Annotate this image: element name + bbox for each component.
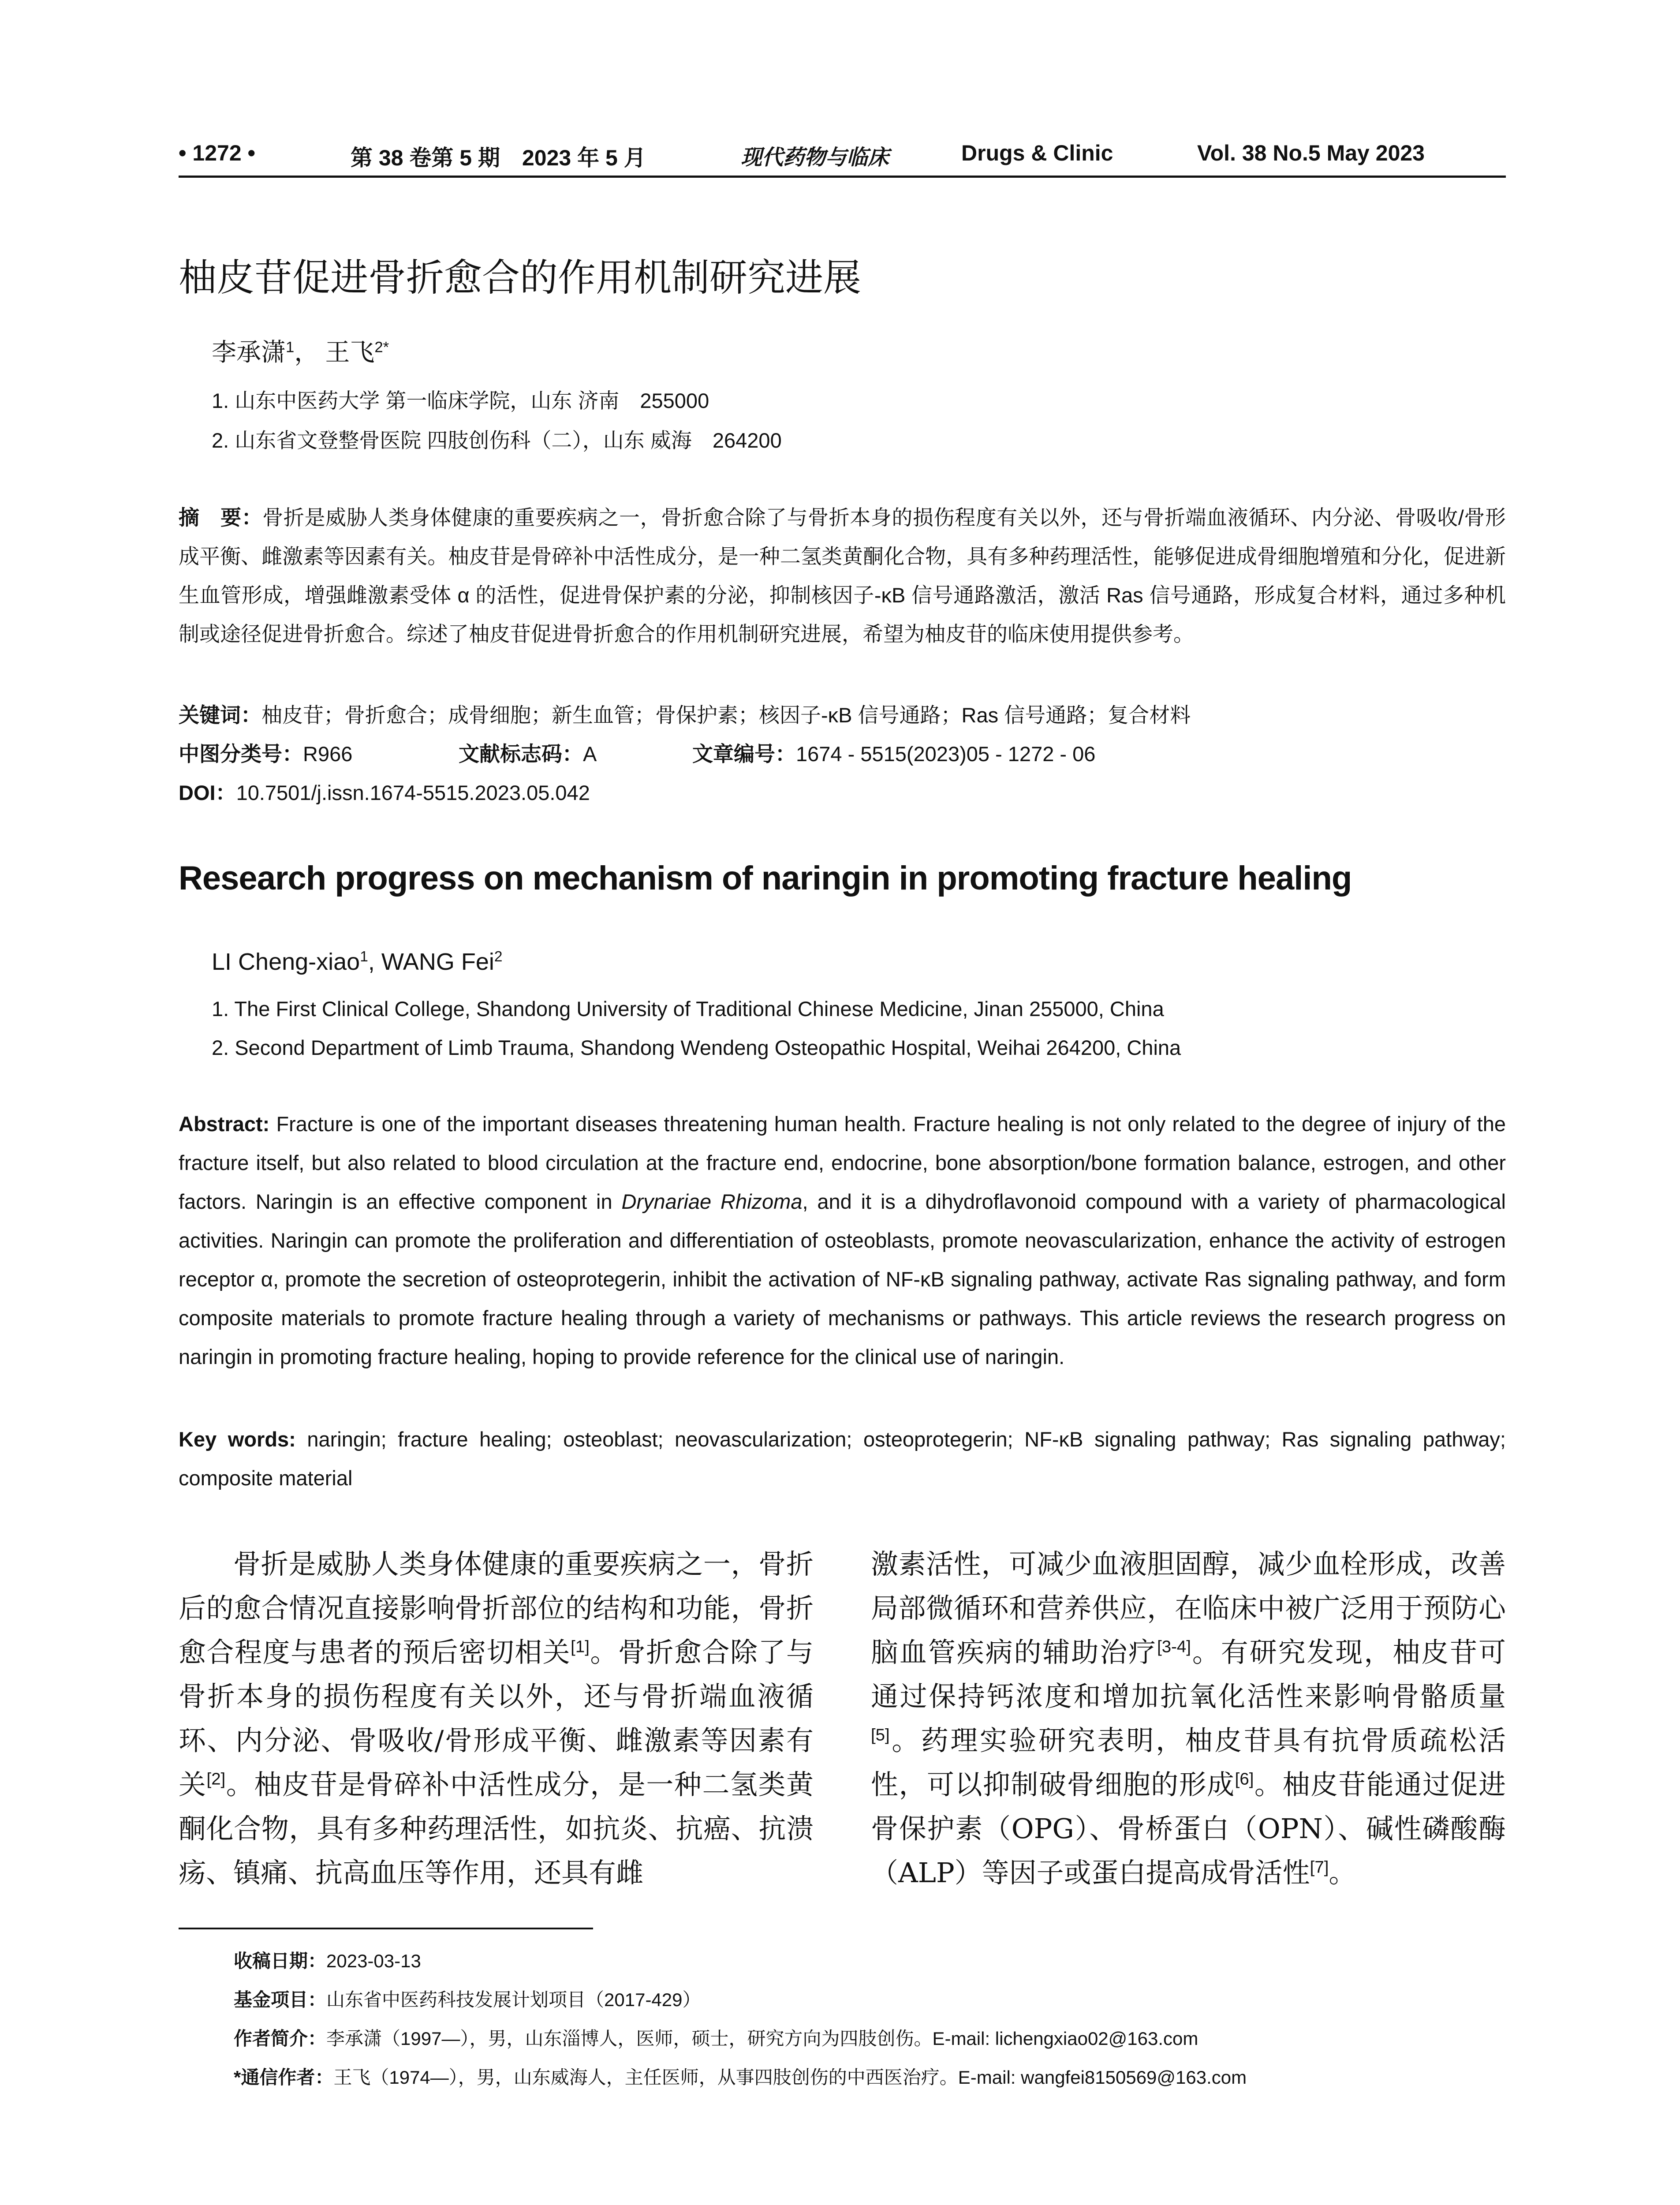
citation-ref[interactable]: [2]: [206, 1769, 226, 1789]
clc-number: [179, 738, 352, 767]
keywords-label-zh: 关键词：: [179, 703, 261, 727]
footnote-received-date: [234, 1947, 421, 1973]
abstract-text-en: Fracture is one of the important diseases threatening human health. Fracture healing is not only related to the degree of injury of the fracture itself, but also related to blood circulation at the fracture end, endocrine, bone absorption/bone formation balance, estrogen, and other factors. Naringin is an effective component in: [179, 1112, 1506, 1213]
author-separator: ,: [368, 949, 381, 975]
citation-ref[interactable]: [5]: [871, 1725, 890, 1745]
keywords-text-zh: 柚皮苷；骨折愈合；成骨细胞；新生血管；骨保护素；核因子-κB 信号通路；Ras 信号通路；复合材料: [261, 703, 1191, 727]
affiliation-en-1: 1. The First Clinical College, Shandong University of Traditional Chinese Medicine, Jinan 255000, China: [212, 997, 1164, 1020]
keywords-en: [179, 1420, 1506, 1498]
footnote-text: 李承潇（1997—），男，山东淄博人，医师，硕士，研究方向为四肢创伤。E-mail: lichengxiao02@163.com: [326, 2028, 1198, 2049]
body-text: 骨折是威胁人类身体健康的重要疾病之一，骨折后的愈合情况直接影响骨折部位的结构和功能，骨折愈合程度与患者的预后密切相关: [179, 1548, 814, 1668]
citation-ref[interactable]: [1]: [571, 1637, 590, 1656]
issue-info-zh: 第 38 卷第 5 期 2023 年 5 月: [351, 146, 646, 170]
footnote-label: 基金项目：: [234, 1989, 327, 2010]
citation-ref[interactable]: [7]: [1310, 1857, 1329, 1877]
affiliation-en-2: 2. Second Department of Limb Trauma, Shandong Wendeng Osteopathic Hospital, Weihai 264200, China: [212, 1036, 1181, 1059]
doi-label: DOI：: [179, 781, 236, 804]
doi: [179, 777, 590, 806]
volume-info-en: Vol. 38 No.5 May 2023: [1197, 141, 1425, 165]
author-name-en: LI Cheng-xiao: [212, 949, 360, 975]
authors-zh: [212, 333, 389, 368]
document-code: [459, 738, 597, 767]
author-name-en: WANG Fei: [381, 949, 494, 975]
citation-ref[interactable]: [3-4]: [1157, 1637, 1191, 1656]
body-text: 激素活性，可减少血液胆固醇，减少血栓形成，改善局部微循环和营养供应，在临床中被广泛用于预防心脑血管疾病的辅助治疗: [871, 1548, 1506, 1668]
document-code-label: 文献标志码：: [459, 742, 583, 766]
journal-name-en: Drugs & Clinic: [961, 141, 1113, 165]
body-text: 。有研究发现，柚皮苷可通过保持钙浓度和增加抗氧化活性来影响骨骼质量: [871, 1636, 1506, 1712]
affiliation-zh-2: 2. 山东省文登整骨医院 四肢创伤科（二），山东 威海 264200: [212, 429, 782, 452]
footnote-label: *通信作者：: [234, 2067, 334, 2088]
keywords-label-en: Key words:: [179, 1428, 296, 1451]
footnote-rule: [179, 1928, 593, 1929]
body-column-right: [871, 1542, 1506, 1895]
body-text: 。柚皮苷是骨碎补中活性成分，是一种二氢类黄酮化合物，具有多种药理活性，如抗炎、抗癌、抗溃疡、镇痛、抗高血压等作用，还具有雌: [179, 1768, 814, 1889]
abstract-text-zh: 骨折是威胁人类身体健康的重要疾病之一，骨折愈合除了与骨折本身的损伤程度有关以外，还与骨折端血液循环、内分泌、骨吸收/骨形成平衡、雌激素等因素有关。柚皮苷是骨碎补中活性成分，是一种二氢类黄酮化合物，具有多种药理活性，能够促进成骨细胞增殖和分化，促进新生血管形成，增强雌激素受体 α 的活性，促进骨保护素的分泌，抑制核因子-κB 信号通路激活，激活 Ras 信号通路，形成复合材料，通过多种机制或途径促进骨折愈合。综述了柚皮苷促进骨折愈合的作用机制研究进展，希望为柚皮苷的临床使用提供参考。: [179, 506, 1506, 646]
article-number-value: 1674 - 5515(2023)05 - 1272 - 06: [796, 742, 1096, 766]
article-number: [692, 738, 1095, 767]
body-text: 。: [1329, 1857, 1356, 1889]
footnote-author-bio: [234, 2024, 1198, 2051]
body-text: 。柚皮苷能通过促进骨保护素（OPG）、骨桥蛋白（OPN）、碱性磷酸酶（ALP）等因子或蛋白提高成骨活性: [871, 1768, 1506, 1889]
footnote-label: 收稿日期：: [234, 1951, 327, 1971]
footnote-text: 王飞（1974—），男，山东威海人，主任医师，从事四肢创伤的中西医治疗。E-mail: wangfei8150569@163.com: [333, 2067, 1247, 2088]
keywords-zh: [179, 699, 1191, 729]
abstract-zh: [179, 498, 1506, 654]
abstract-species-name: Drynariae Rhizoma: [621, 1190, 803, 1213]
footnote-label: 作者简介：: [234, 2028, 327, 2049]
abstract-label-zh: 摘 要：: [179, 506, 263, 529]
abstract-text-en: , and it is a dihydroflavonoid compound with a variety of pharmacological activities. Naringin can promote the proliferation and differentiation of osteoblasts, promote neovascularization, enhance the activity of estrogen receptor α, promote the secretion of osteoprotegerin, inhibit the activation of NF-κB signaling pathway, activate Ras signaling pathway, and form composite materials to promote fracture healing through a variety of mechanisms or pathways. This article reviews the research progress on naringin in promoting fracture healing, hoping to provide reference for the clinical use of naringin.: [179, 1190, 1506, 1368]
article-title-en: Research progress on mechanism of naringin in promoting fracture healing: [179, 860, 1352, 897]
author-affil-sup: 2*: [374, 339, 389, 356]
author-affil-sup: 2: [494, 949, 503, 965]
body-column-left: [179, 1542, 814, 1895]
document-code-value: A: [583, 742, 597, 766]
author-name: 李承潇: [212, 338, 286, 367]
page-number: • 1272 •: [179, 141, 256, 165]
author-name: 王飞: [325, 338, 375, 367]
doi-link[interactable]: 10.7501/j.issn.1674-5515.2023.05.042: [236, 781, 590, 804]
footnote-funding: [234, 1985, 701, 2012]
article-number-label: 文章编号：: [692, 742, 796, 766]
body-text: 。药理实验研究表明，柚皮苷具有抗骨质疏松活性，可以抑制破骨细胞的形成: [871, 1724, 1506, 1801]
journal-name-zh: 现代药物与临床: [741, 145, 889, 170]
footnote-text: 山东省中医药科技发展计划项目（2017-429）: [326, 1989, 701, 2010]
header-rule: [179, 176, 1506, 178]
authors-en: [212, 948, 502, 975]
author-separator: ，: [294, 338, 319, 367]
article-title-zh: 柚皮苷促进骨折愈合的作用机制研究进展: [179, 257, 861, 299]
author-affil-sup: 1: [286, 339, 295, 356]
footnote-text: 2023-03-13: [326, 1951, 421, 1971]
keywords-text-en: naringin; fracture healing; osteoblast; neovascularization; osteoprotegerin; NF-κB signaling pathway; Ras signaling pathway; composite material: [179, 1428, 1506, 1490]
body-text: 。骨折愈合除了与骨折本身的损伤程度有关以外，还与骨折端血液循环、内分泌、骨吸收/骨形成平衡、雌激素等因素有关: [179, 1636, 814, 1801]
abstract-en: [179, 1105, 1506, 1376]
author-affil-sup: 1: [360, 949, 368, 965]
abstract-label-en: Abstract:: [179, 1112, 270, 1136]
footnote-corresponding-author: [234, 2063, 1247, 2089]
affiliation-zh-1: 1. 山东中医药大学 第一临床学院，山东 济南 255000: [212, 389, 709, 412]
citation-ref[interactable]: [6]: [1235, 1769, 1254, 1789]
clc-value: R966: [303, 742, 353, 766]
clc-label: 中图分类号：: [179, 742, 303, 766]
